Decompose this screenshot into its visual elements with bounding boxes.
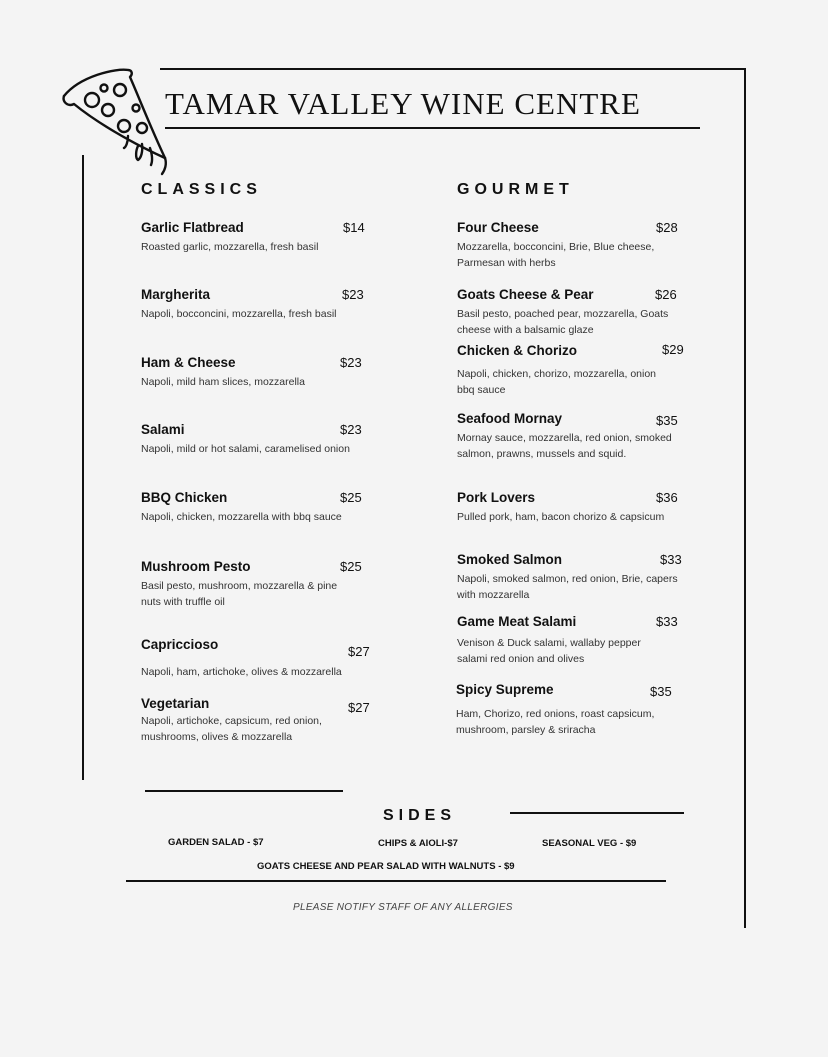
item-name: Mushroom Pesto	[141, 559, 251, 574]
item-name: Margherita	[141, 287, 211, 302]
sides-bottom-rule	[126, 880, 666, 882]
item-price: $33	[660, 552, 682, 567]
frame-left-line	[82, 155, 84, 780]
item-price: $25	[340, 559, 362, 574]
sides-left-rule	[145, 790, 343, 792]
item-price: $35	[650, 684, 672, 699]
frame-right-line	[744, 68, 746, 928]
item-price: $23	[340, 422, 362, 437]
item-name: Capriccioso	[141, 637, 219, 652]
item-description: Mornay sauce, mozzarella, red onion, smoked salmon, prawns, mussels and squid.	[457, 432, 672, 460]
item-name: Ham & Cheese	[141, 355, 236, 370]
item-price: $36	[656, 490, 678, 505]
gourmet-heading: GOURMET	[457, 181, 574, 198]
side-item-garden-salad: GARDEN SALAD - $7	[168, 837, 264, 848]
item-description: Roasted garlic, mozzarella, fresh basil	[141, 241, 319, 253]
item-description: Mozzarella, bocconcini, Brie, Blue cheese, Parmesan with herbs	[457, 241, 655, 269]
item-description: Napoli, ham, artichoke, olives & mozzarella	[141, 666, 342, 678]
item-name: Game Meat Salami	[457, 614, 577, 629]
item-price: $28	[656, 220, 678, 235]
item-description: Napoli, mild or hot salami, caramelised onion	[141, 443, 350, 455]
item-name: BBQ Chicken	[141, 490, 228, 505]
side-item-seasonal-veg: SEASONAL VEG - $9	[542, 838, 637, 849]
item-name: Pork Lovers	[457, 490, 536, 505]
item-price: $25	[340, 490, 362, 505]
item-price: $23	[342, 287, 364, 302]
sides-right-rule	[510, 812, 684, 814]
item-price: $26	[655, 287, 677, 302]
item-description: Ham, Chorizo, red onions, roast capsicum, mushroom, parsley & sriracha	[456, 708, 655, 736]
item-name: Salami	[141, 422, 185, 437]
frame-top-line	[160, 68, 746, 70]
item-description: Basil pesto, mushroom, mozzarella & pine nuts with truffle oil	[141, 580, 338, 608]
item-description: Napoli, chicken, mozzarella with bbq sauce	[141, 511, 342, 523]
item-name: Smoked Salmon	[457, 552, 563, 567]
item-description: Napoli, smoked salmon, red onion, Brie, capers with mozzarella	[457, 573, 678, 601]
item-name: Spicy Supreme	[456, 682, 554, 697]
item-description: Napoli, bocconcini, mozzarella, fresh basil	[141, 308, 337, 320]
item-price: $14	[343, 220, 365, 235]
allergy-note: PLEASE NOTIFY STAFF OF ANY ALLERGIES	[293, 902, 513, 913]
item-price: $27	[348, 644, 370, 659]
item-price: $35	[656, 413, 678, 428]
item-name: Four Cheese	[457, 220, 539, 235]
pizza-slice-icon	[58, 66, 178, 181]
item-name: Goats Cheese & Pear	[457, 287, 594, 302]
item-name: Chicken & Chorizo	[457, 343, 578, 358]
item-name: Vegetarian	[141, 696, 210, 711]
item-name: Seafood Mornay	[457, 411, 563, 426]
item-price: $23	[340, 355, 362, 370]
side-item-goats-cheese-salad: GOATS CHEESE AND PEAR SALAD WITH WALNUTS - $9	[257, 861, 515, 872]
page-title: TAMAR VALLEY WINE CENTRE	[165, 86, 641, 121]
item-description: Napoli, chicken, chorizo, mozzarella, onion bbq sauce	[457, 368, 657, 396]
title-underline	[165, 127, 700, 129]
item-description: Basil pesto, poached pear, mozzarella, Goats cheese with a balsamic glaze	[457, 308, 669, 336]
classics-heading: CLASSICS	[141, 181, 262, 198]
item-description: Venison & Duck salami, wallaby pepper salami red onion and olives	[457, 637, 641, 665]
item-name: Garlic Flatbread	[141, 220, 244, 235]
item-description: Napoli, mild ham slices, mozzarella	[141, 376, 305, 388]
side-item-chips-aioli: CHIPS & AIOLI-$7	[378, 838, 458, 849]
item-description: Pulled pork, ham, bacon chorizo & capsicum	[457, 511, 665, 523]
item-price: $33	[656, 614, 678, 629]
item-price: $27	[348, 700, 370, 715]
item-price: $29	[662, 342, 684, 357]
sides-heading: SIDES	[383, 807, 457, 824]
item-description: Napoli, artichoke, capsicum, red onion, mushrooms, olives & mozzarella	[141, 715, 322, 743]
